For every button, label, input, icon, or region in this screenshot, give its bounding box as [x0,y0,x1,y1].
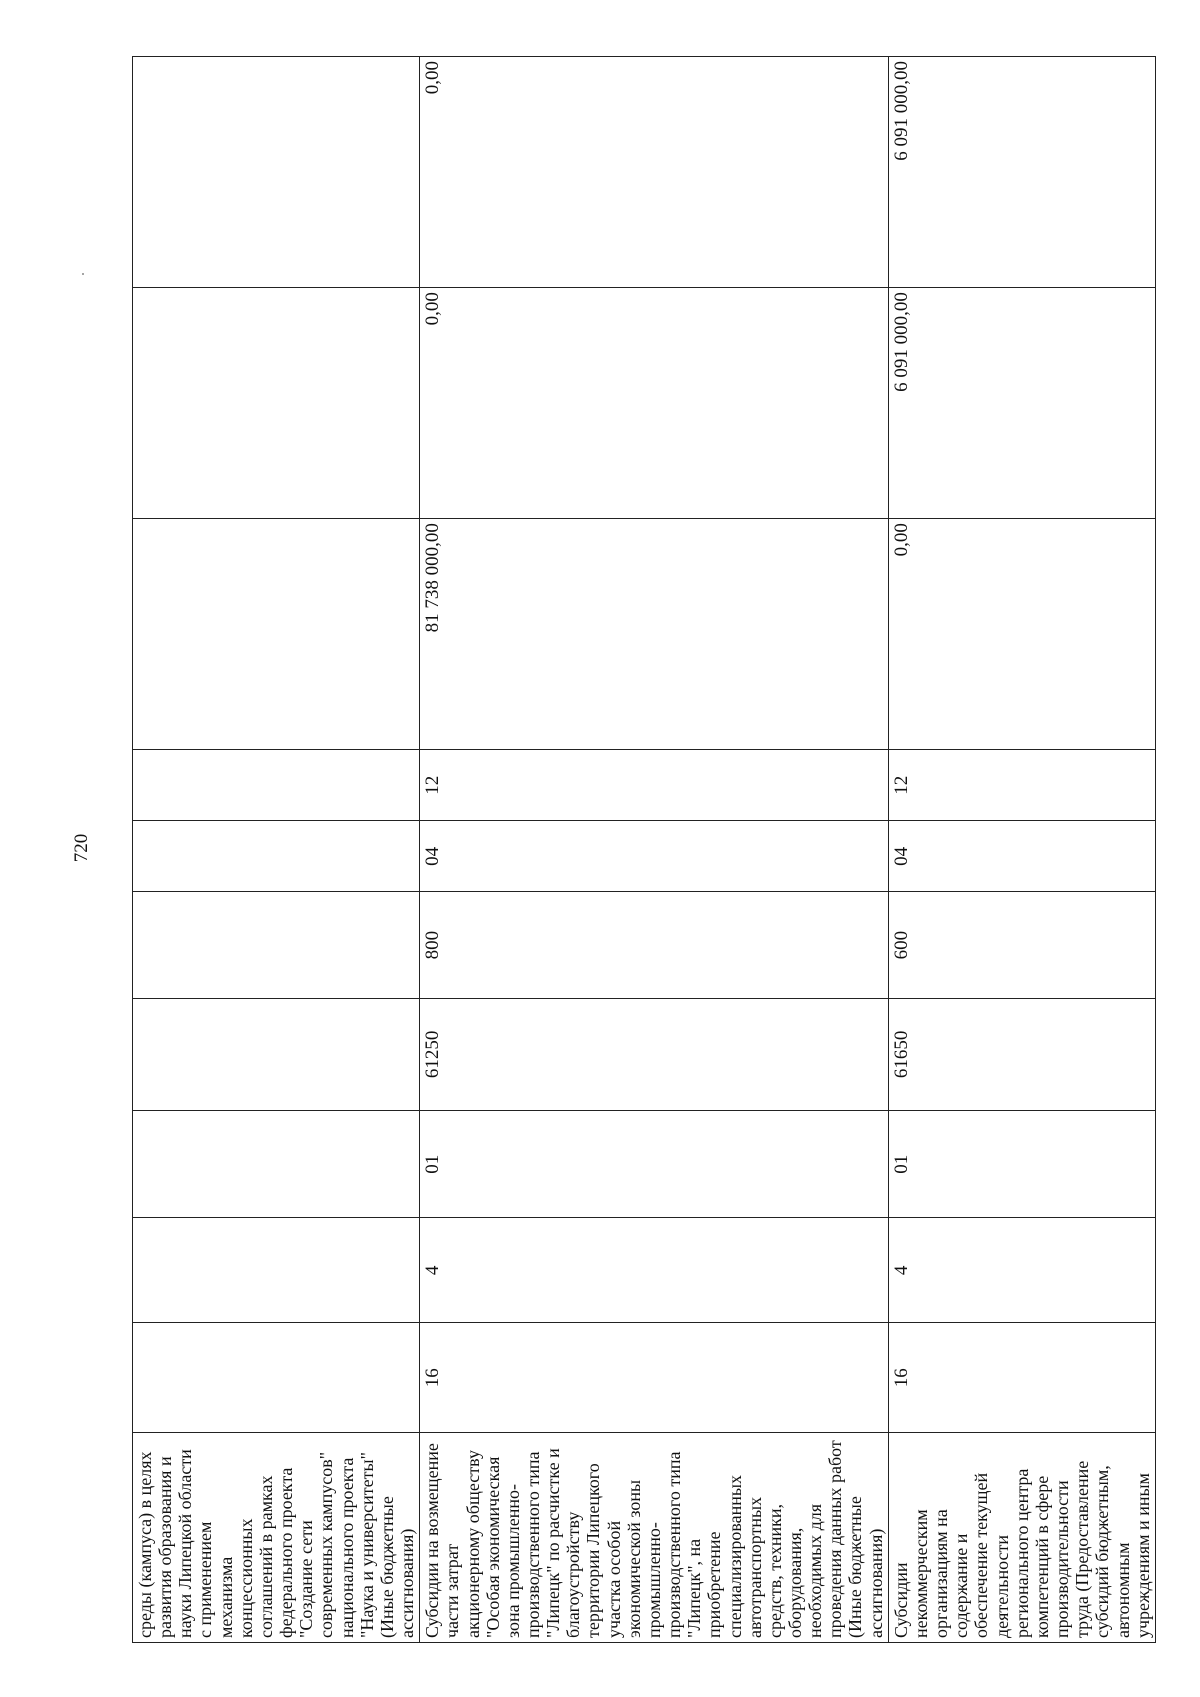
code-cell: 800 [420,892,889,998]
code-cell: 4 [420,1218,889,1323]
code-cell [133,1323,420,1433]
code-cell [133,1111,420,1218]
amount-cell: 0,00 [420,57,889,288]
budget-table [132,56,1156,1643]
row-description: Субсидии некоммерческим организациям на содержание и обеспечение текущей деятельности регионального центра компетенций в сфере производительности труда (Предоставление субсидий бюджетным, автономным учреждениям и иным [888,1433,1155,1643]
table-row [133,57,420,1643]
amount-cell: 81 738 000,00 [420,519,889,750]
code-cell [133,892,420,998]
code-cell [133,821,420,892]
code-cell: 01 [888,1111,1155,1218]
amount-cell [133,57,420,288]
code-cell: 61250 [420,998,889,1110]
scan-speck [82,273,84,275]
code-cell: 4 [888,1218,1155,1323]
row-description: среды (кампуса) в целях развития образования и науки Липецкой области с применением механизма концессионных соглашений в рамках федерального проекта "Создание сети современных кампусов" национального проекта "Наука и университеты" (Иные бюджетные ассигнования) [133,1433,420,1643]
code-cell [133,998,420,1110]
code-cell [133,1218,420,1323]
table-row [888,57,1155,1643]
row-description: Субсидии на возмещение части затрат акционерному обществу "Особая экономическая зона промышленно-производственного типа "Липецк" по расчистке и благоустройству территории Липецкого участка особой экономической зоны промышленно-производственного типа "Липецк", на приобретение специализированных автотранспортных средств, техники, оборудования, необходимых для проведения данных работ (Иные бюджетные ассигнования) [420,1433,889,1643]
amount-cell: 6 091 000,00 [888,57,1155,288]
amount-cell [133,519,420,750]
code-cell: 16 [420,1323,889,1433]
page-number: 720 [71,833,92,863]
rotated-table-container [132,56,1153,1643]
code-cell: 600 [888,892,1155,998]
amount-cell [133,288,420,519]
code-cell: 01 [420,1111,889,1218]
code-cell: 61650 [888,998,1155,1110]
code-cell: 04 [420,821,889,892]
code-cell: 16 [888,1323,1155,1433]
table-row [420,57,889,1643]
amount-cell: 0,00 [420,288,889,519]
amount-cell: 6 091 000,00 [888,288,1155,519]
code-cell [133,750,420,821]
code-cell: 04 [888,821,1155,892]
code-cell: 12 [420,750,889,821]
code-cell: 12 [888,750,1155,821]
amount-cell: 0,00 [888,519,1155,750]
